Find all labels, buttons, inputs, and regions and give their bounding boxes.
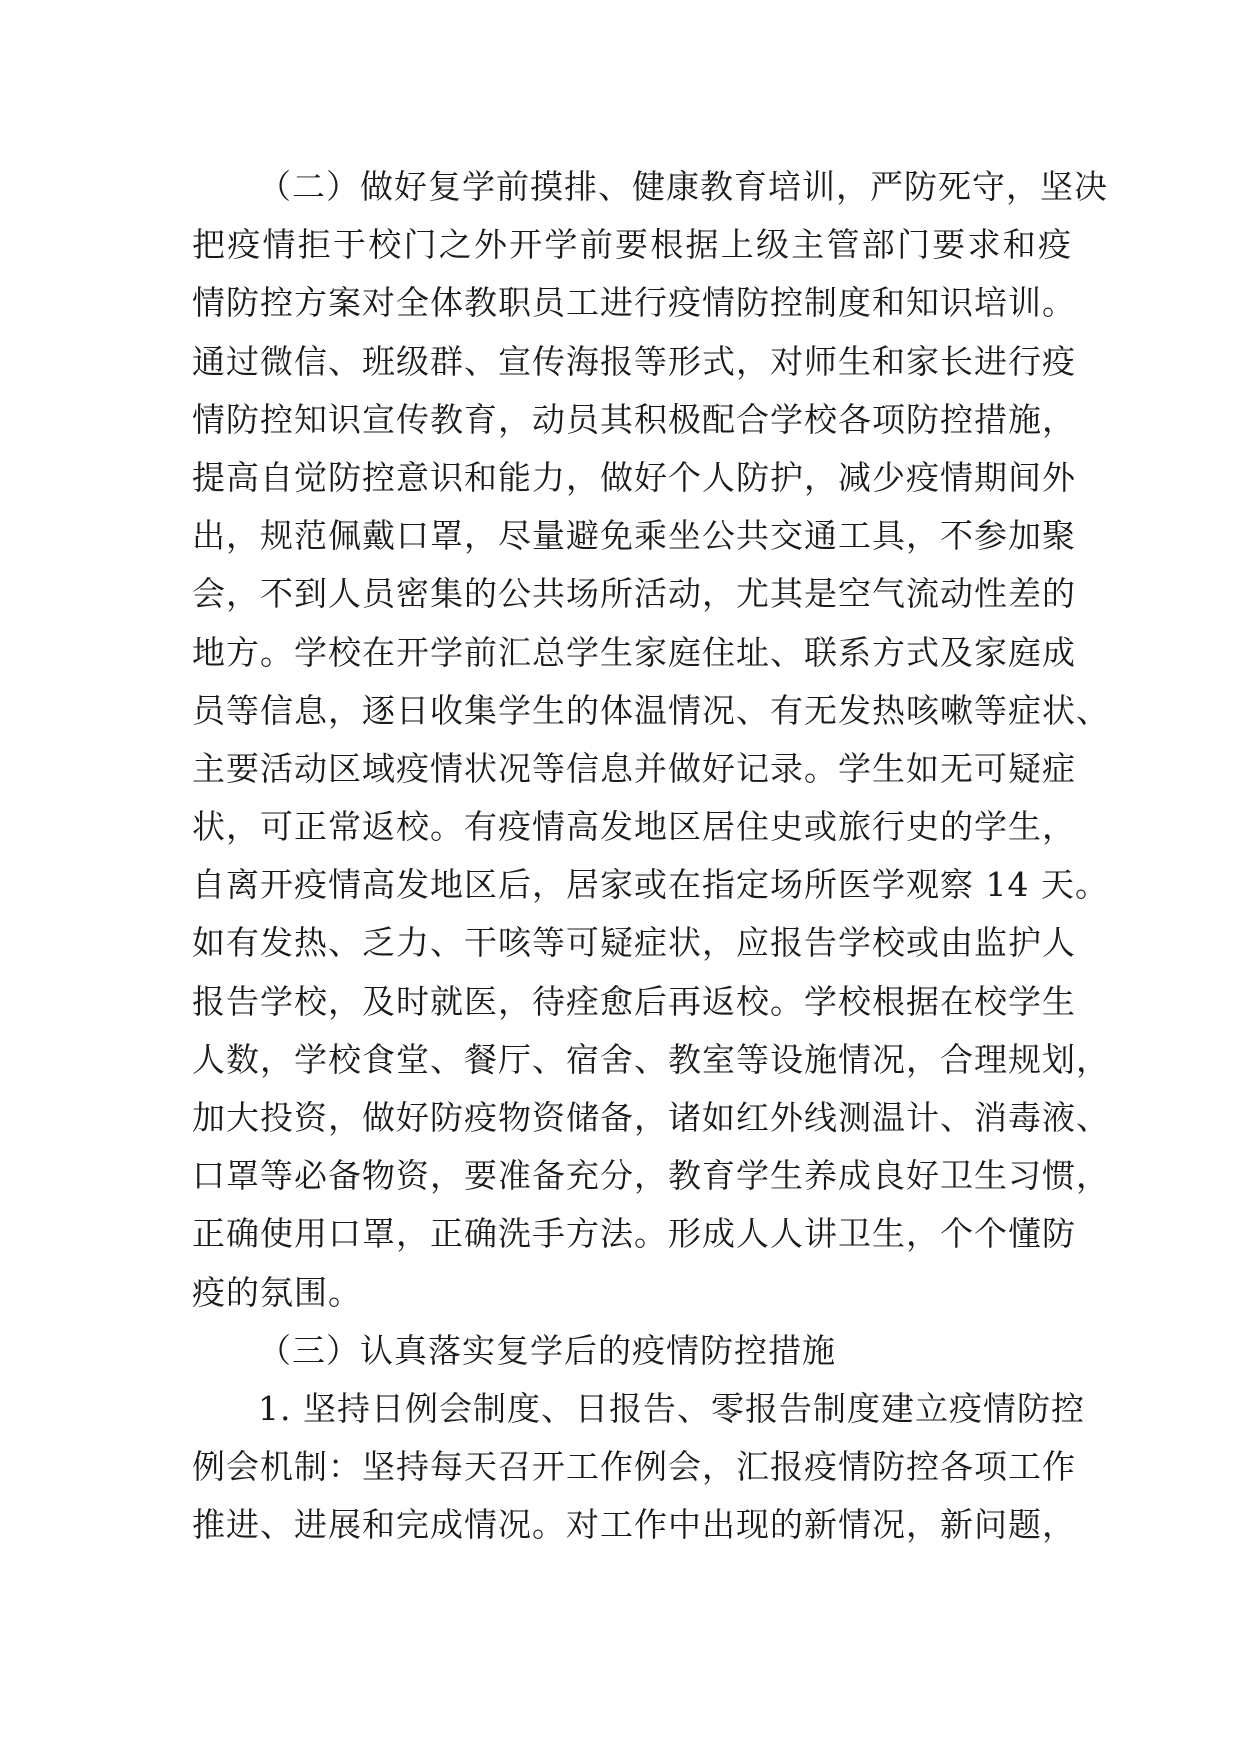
paragraph-line: 状，可正常返校。有疫情高发地区居住史或旅行史的学生， <box>192 807 1076 847</box>
paragraph-line: 会，不到人员密集的公共场所活动，尤其是空气流动性差的 <box>192 574 1076 614</box>
paragraph-line: 提高自觉防控意识和能力，做好个人防护，减少疫情期间外 <box>192 457 1076 497</box>
paragraph-line: 人数，学校食堂、餐厅、宿舍、教室等设施情况，合理规划， <box>192 1039 1110 1079</box>
paragraph-line: 情防控方案对全体教职员工进行疫情防控制度和知识培训。 <box>192 283 1076 323</box>
paragraph-line: 疫的氛围。 <box>192 1272 362 1312</box>
paragraph-line: 例会机制：坚持每天召开工作例会，汇报疫情防控各项工作 <box>192 1447 1076 1487</box>
paragraph-line: 地方。学校在开学前汇总学生家庭住址、联系方式及家庭成 <box>192 632 1076 672</box>
paragraph-line: 加大投资，做好防疫物资储备，诸如红外线测温计、消毒液、 <box>192 1098 1110 1137</box>
paragraph-line: 1. 坚持日例会制度、日报告、零报告制度建立疫情防控 <box>258 1388 1085 1428</box>
paragraph-line: （二）做好复学前摸排、健康教育培训，严防死守，坚决 <box>258 167 1108 206</box>
paragraph-line: 报告学校，及时就医，待痊愈后再返校。学校根据在校学生 <box>192 981 1076 1021</box>
paragraph-line: 通过微信、班级群、宣传海报等形式，对师生和家长进行疫 <box>192 341 1076 381</box>
paragraph-line: 如有发热、乏力、干咳等可疑症状，应报告学校或由监护人 <box>192 923 1076 963</box>
paragraph-line: 口罩等必备物资，要准备充分，教育学生养成良好卫生习惯， <box>192 1156 1110 1196</box>
paragraph-line: 主要活动区域疫情状况等信息并做好记录。学生如无可疑症 <box>192 748 1076 788</box>
paragraph-line: 正确使用口罩，正确洗手方法。形成人人讲卫生，个个懂防 <box>192 1214 1076 1254</box>
section-heading: （三）认真落实复学后的疫情防控措施 <box>258 1330 836 1370</box>
paragraph-line: 推进、进展和完成情况。对工作中出现的新情况，新问题， <box>192 1505 1076 1545</box>
paragraph-line: 情防控知识宣传教育，动员其积极配合学校各项防控措施， <box>192 399 1076 439</box>
body-text <box>192 158 1110 1555</box>
paragraph-line: 员等信息，逐日收集学生的体温情况、有无发热咳嗽等症状、 <box>192 690 1110 730</box>
paragraph-line: 把疫情拒于校门之外开学前要根据上级主管部门要求和疫 <box>192 225 1072 265</box>
paragraph-line: 出，规范佩戴口罩，尽量避免乘坐公共交通工具，不参加聚 <box>192 516 1076 556</box>
paragraph-line: 自离开疫情高发地区后，居家或在指定场所医学观察 14 天。 <box>192 865 1109 905</box>
